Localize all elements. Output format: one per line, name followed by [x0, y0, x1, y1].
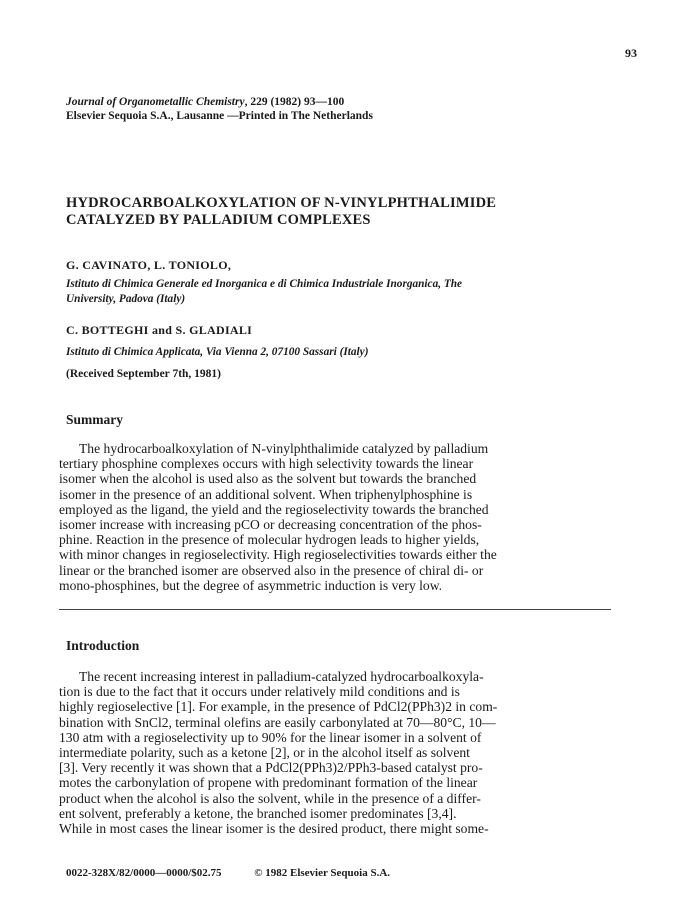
page-footer	[66, 867, 420, 879]
affiliation-1-line-1: Istituto di Chimica Generale ed Inorganica e di Chimica Industriale Inorganica, The	[66, 278, 463, 290]
summary-line: mono-phosphines, but the degree of asymmetric induction is very low.	[59, 577, 443, 593]
copyright-notice: © 1982 Elsevier Sequoia S.A.	[254, 867, 391, 879]
affiliation-1	[66, 277, 586, 307]
summary-line: employed as the ligand, the yield and the regioselectivity towards the branched	[59, 501, 489, 517]
summary-line: isomer when the alcohol is used also as the solvent but towards the branched	[59, 471, 477, 487]
intro-line: While in most cases the linear isomer is the desired product, there might some-	[59, 821, 489, 837]
journal-line-1	[66, 95, 373, 109]
summary-text	[59, 441, 619, 593]
summary-line: The hydrocarboalkoxylation of N-vinylphthalimide catalyzed by palladium	[79, 441, 489, 456]
journal-citation	[66, 95, 373, 123]
authors-group-2: C. BOTTEGHI and S. GLADIALI	[66, 323, 253, 337]
title-line-2: CATALYZED BY PALLADIUM COMPLEXES	[66, 212, 371, 228]
summary-line: tertiary phosphine complexes occurs with high selectivity towards the linear	[59, 456, 474, 472]
introduction-text	[59, 669, 619, 836]
intro-line: 130 atm with a regioselectivity up to 90% for the linear isomer in a solvent of	[59, 729, 482, 745]
page-number: 93	[625, 46, 637, 60]
affiliation-2: Istituto di Chimica Applicata, Via Vienna 2, 07100 Sassari (Italy)	[66, 346, 369, 358]
affiliation-1-line-2: University, Padova (Italy)	[66, 293, 186, 305]
intro-line: highly regioselective [1]. For example, in the presence of PdCl2(PPh3)2 in com-	[59, 699, 498, 715]
section-divider	[59, 609, 611, 610]
title-line-1: HYDROCARBOALKOXYLATION OF N-VINYLPHTHALIMIDE	[66, 195, 497, 211]
summary-line: linear or the branched isomer are observed also in the presence of chiral di- or	[59, 562, 484, 578]
summary-heading: Summary	[66, 412, 123, 427]
received-date: (Received September 7th, 1981)	[66, 368, 222, 380]
article-title	[66, 195, 626, 229]
intro-line: product when the alcohol is also the solvent, while in the presence of a differ-	[59, 790, 481, 806]
article-code: 0022-328X/82/0000—0000/$02.75	[66, 867, 222, 879]
intro-line: ent solvent, preferably a ketone, the branched isomer predominates [3,4].	[59, 805, 457, 821]
journal-volume: , 229 (1982) 93—100	[244, 96, 345, 108]
summary-line: phine. Reaction in the presence of molecular hydrogen leads to higher yields,	[59, 532, 480, 548]
journal-publisher: Elsevier Sequoia S.A., Lausanne —Printed in The Netherlands	[66, 110, 373, 122]
introduction-heading: Introduction	[66, 638, 140, 653]
journal-name: Journal of Organometallic Chemistry	[66, 96, 245, 108]
summary-line: with minor changes in regioselectivity. High regioselectivities towards either the	[59, 547, 497, 563]
summary-line: isomer in the presence of an additional solvent. When triphenylphosphine is	[59, 486, 473, 502]
intro-line: tion is due to the fact that it occurs under relatively mild conditions and is	[59, 684, 460, 700]
summary-line: isomer increase with increasing pCO or decreasing concentration of the phos-	[59, 517, 482, 533]
intro-line: The recent increasing interest in palladium-catalyzed hydrocarboalkoxyla-	[79, 669, 484, 684]
authors-group-1: G. CAVINATO, L. TONIOLO,	[66, 258, 232, 272]
intro-line: intermediate polarity, such as a ketone [2], or in the alcohol itself as solvent	[59, 745, 470, 761]
intro-line: bination with SnCl2, terminal olefins are easily carbonylated at 70—80°C, 10—	[59, 714, 496, 730]
intro-line: [3]. Very recently it was shown that a PdCl2(PPh3)2/PPh3-based catalyst pro-	[59, 760, 483, 776]
intro-line: motes the carbonylation of propene with predominant formation of the linear	[59, 775, 478, 791]
